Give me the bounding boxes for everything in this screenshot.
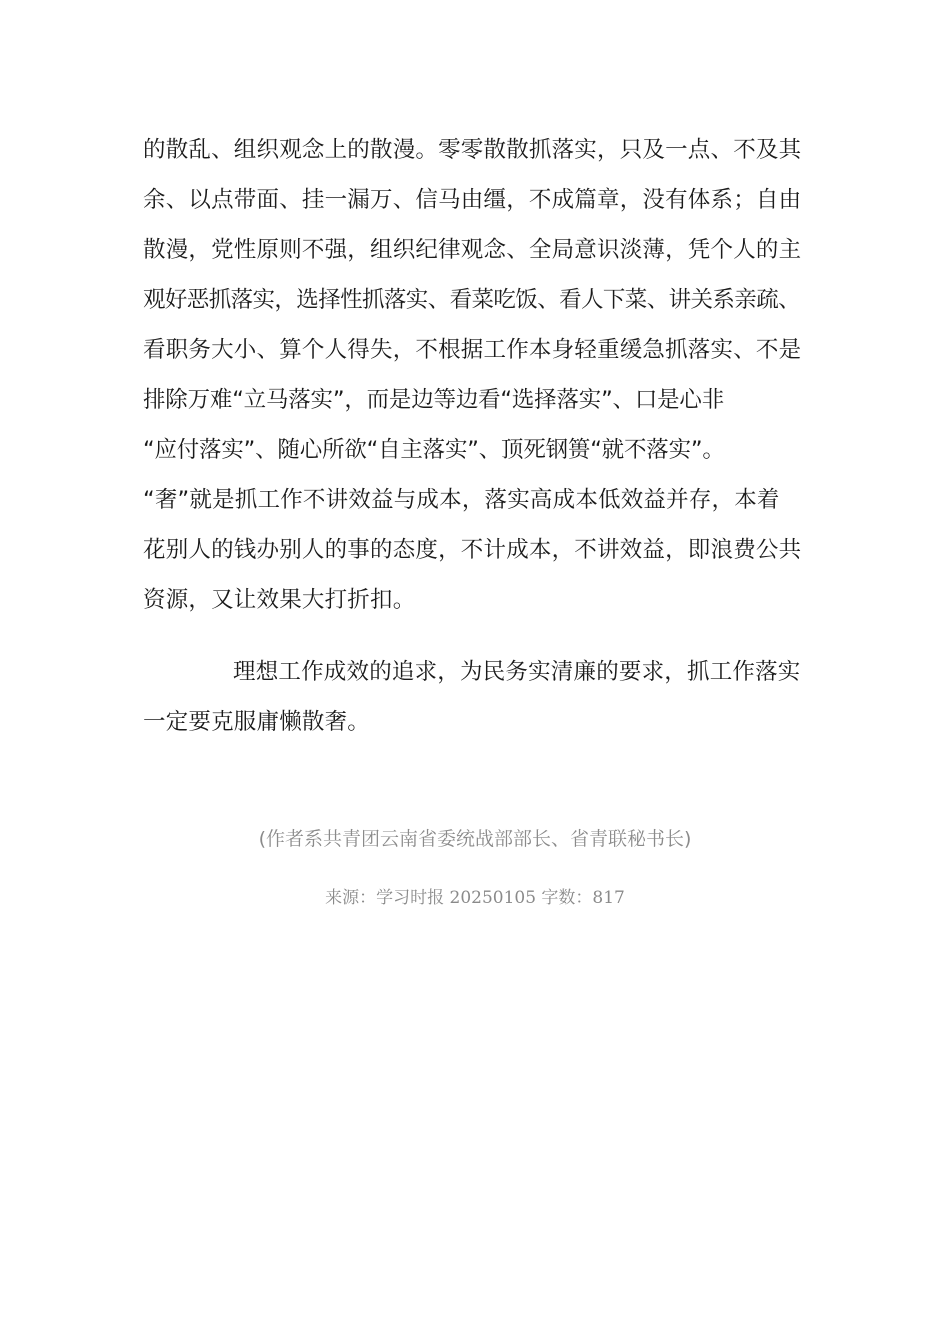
body-text-line: 资源，又让效果大打折扣。 bbox=[143, 587, 416, 613]
body-text-line: 一定要克服庸懒散奢。 bbox=[143, 709, 371, 735]
body-text-line: 观好恶抓落实，选择性抓落实、看菜吃饭、看人下菜、讲关系亲疏、 bbox=[143, 287, 801, 313]
body-text-line: “应付落实”、随心所欲“自主落实”、顶死钢篑“就不落实”。 bbox=[143, 437, 725, 463]
body-text-line: 排除万难“立马落实”，而是边等边看“选择落实”、口是心非 bbox=[143, 387, 725, 413]
body-text-line: 散漫，党性原则不强，组织纪律观念、全局意识淡薄，凭个人的主 bbox=[143, 237, 802, 263]
body-text-line: 花别人的钱办别人的事的态度，不计成本，不讲效益，即浪费公共 bbox=[143, 537, 802, 563]
author-note: (作者系共青团云南省委统战部部长、省青联秘书长) bbox=[258, 828, 692, 850]
body-text-line: 的散乱、组织观念上的散漫。零零散散抓落实，只及一点、不及其 bbox=[143, 137, 802, 163]
paragraph-indented-line: 理想工作成效的追求，为民务实清廉的要求，抓工作落实 bbox=[233, 659, 801, 685]
body-text-line: 看职务大小、算个人得失，不根据工作本身轻重缓急抓落实、不是 bbox=[143, 337, 802, 363]
body-text-line: “奢”就是抓工作不讲效益与成本，落实高成本低效益并存，本着 bbox=[143, 487, 780, 513]
source-line: 来源：学习时报 20250105 字数：817 bbox=[325, 888, 625, 908]
body-text-line: 余、以点带面、挂一漏万、信马由缰，不成篇章，没有体系；自由 bbox=[143, 187, 802, 213]
